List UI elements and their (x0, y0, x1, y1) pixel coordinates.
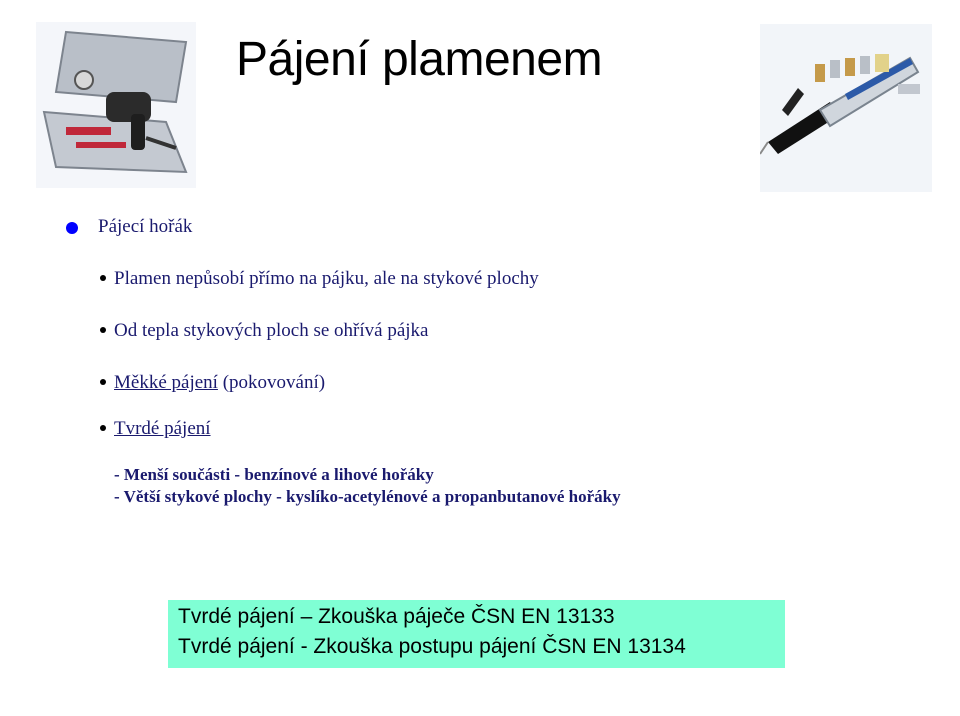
soft-soldering-link[interactable]: Měkké pájení (114, 372, 218, 393)
norm-line-2: Tvrdé pájení - Zkouška postupu pájení ČSN EN 13134 (178, 635, 686, 658)
bullet-dot-icon (100, 327, 106, 333)
gas-torch-photo (760, 24, 932, 192)
bullet-dot-icon (100, 379, 106, 385)
dash-item-2: - Větší stykové plochy - kyslíko-acetylénové a propanbutanové hořáky (114, 487, 621, 506)
main-bullet-label: Pájecí hořák (98, 216, 193, 237)
soldering-kit-photo (36, 22, 196, 188)
dash-item-1: - Menší součásti - benzínové a lihové hořáky (114, 465, 434, 484)
main-bullet-icon (66, 222, 78, 234)
bullet-dot-icon (100, 275, 106, 281)
bullet-item-soft-soldering (100, 372, 325, 394)
soldering-kit-case-icon (36, 22, 196, 188)
gas-torch-icon (760, 24, 932, 192)
norms-box (168, 600, 785, 668)
soft-soldering-suffix: (pokovování) (222, 372, 326, 393)
bullet-item-hard-soldering (100, 418, 211, 440)
hard-soldering-link[interactable]: Tvrdé pájení (114, 418, 211, 439)
bullet-dot-icon (100, 425, 106, 431)
page-title: Pájení plamenem (236, 33, 603, 86)
norm-line-1: Tvrdé pájení – Zkouška páječe ČSN EN 13133 (178, 605, 615, 628)
bullet-item-2-text: Od tepla stykových ploch se ohřívá pájka (114, 320, 429, 341)
bullet-item-1-text: Plamen nepůsobí přímo na pájku, ale na stykové plochy (114, 268, 539, 289)
bullet-item-1 (100, 268, 539, 290)
bullet-item-2 (100, 320, 428, 342)
